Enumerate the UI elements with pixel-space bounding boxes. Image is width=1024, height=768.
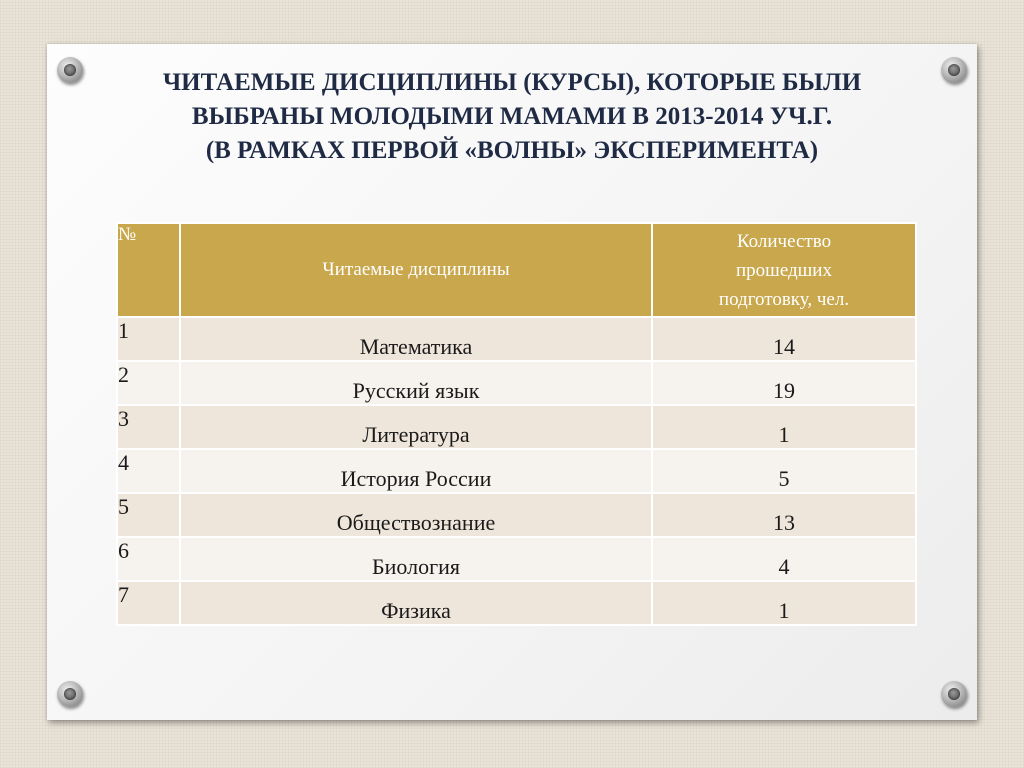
row-discipline: История России [180,449,652,493]
table-row [117,493,916,537]
pushpin-icon [941,681,967,707]
row-count: 13 [652,493,916,537]
table-row [117,581,916,625]
row-count: 1 [652,581,916,625]
row-discipline: Обществознание [180,493,652,537]
disciplines-table [116,222,917,626]
row-count: 4 [652,537,916,581]
pushpin-icon [57,681,83,707]
table-row [117,317,916,361]
header-count-line: подготовку, чел. [718,288,850,310]
row-number: 4 [117,449,180,493]
row-number: 3 [117,405,180,449]
table-header-row [117,223,916,317]
table-row [117,405,916,449]
header-count-line: прошедших [736,259,832,281]
row-number: 5 [117,493,180,537]
row-number: 7 [117,581,180,625]
table-row [117,361,916,405]
slide-title [70,66,954,168]
table-row [117,449,916,493]
header-count-line: Количество [736,230,832,252]
title-line: (В РАМКАХ ПЕРВОЙ «ВОЛНЫ» ЭКСПЕРИМЕНТА) [205,137,819,164]
row-count: 19 [652,361,916,405]
row-discipline: Математика [180,317,652,361]
header-number: № [117,223,180,317]
row-discipline: Физика [180,581,652,625]
row-discipline: Литература [180,405,652,449]
header-discipline: Читаемые дисциплины [180,223,652,317]
header-count [652,223,916,317]
row-number: 2 [117,361,180,405]
title-line: ЧИТАЕМЫЕ ДИСЦИПЛИНЫ (КУРСЫ), КОТОРЫЕ БЫЛИ [162,69,862,96]
row-discipline: Биология [180,537,652,581]
table-row [117,537,916,581]
row-count: 14 [652,317,916,361]
row-number: 1 [117,317,180,361]
row-discipline: Русский язык [180,361,652,405]
row-count: 5 [652,449,916,493]
row-number: 6 [117,537,180,581]
title-line: ВЫБРАНЫ МОЛОДЫМИ МАМАМИ В 2013-2014 УЧ.Г. [191,103,833,130]
row-count: 1 [652,405,916,449]
